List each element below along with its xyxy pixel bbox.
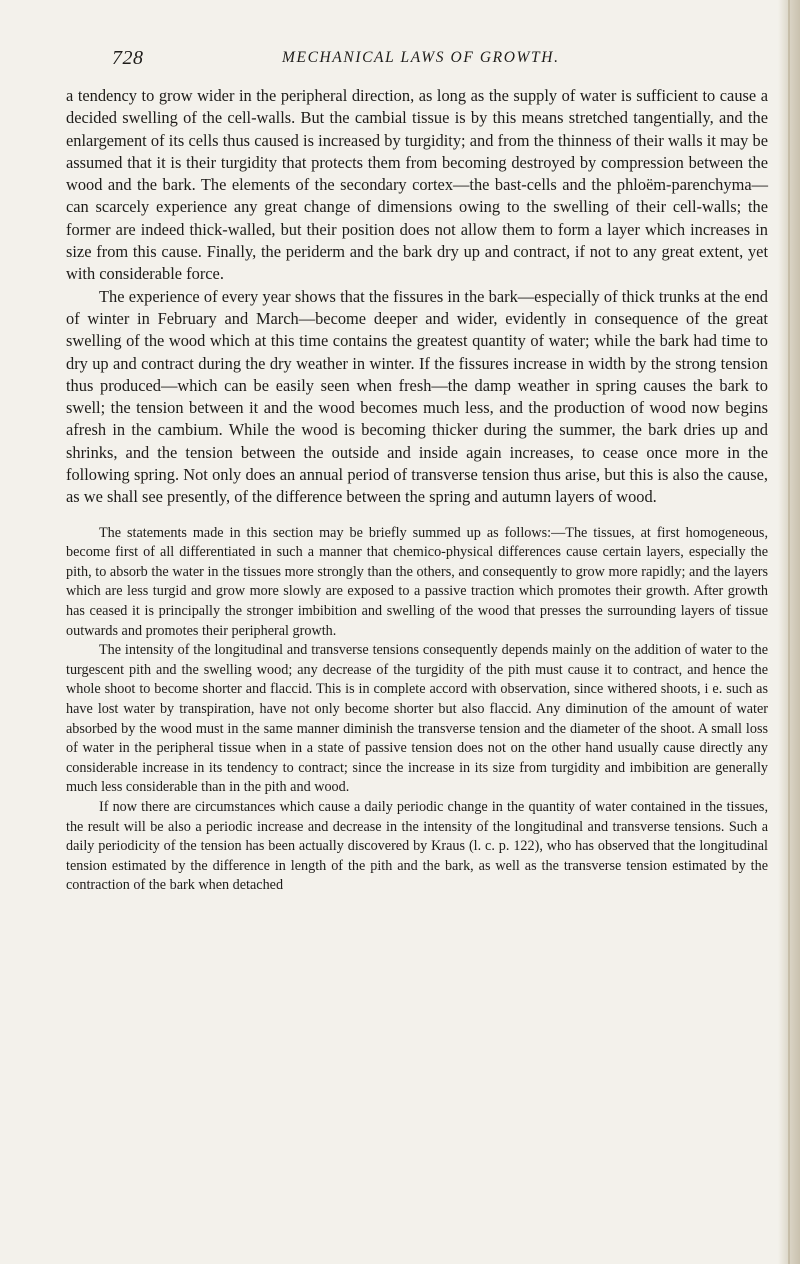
page-number: 728	[112, 47, 144, 69]
summary-paragraph: The intensity of the longitudinal and transverse tensions consequently depends mainly on the addition of water to the turgescent pith and the swelling wood; any decrease of the turgidity of the pith must cause it to contract, and hence the whole shoot to become shorter and flaccid. This is in complete accord with observation, since withered shoots, i e. such as have lost water by transpiration, have not only become shorter but also flaccid. Any diminution of the amount of water absorbed by the wood must in the same manner diminish the transverse tension and the diameter of the shoot. A small loss of water in the peripheral tissue when in a state of passive tension does not on the other hand usually cause directly any considerable increase in its tendency to contract; since the increase in its size from turgidity and imbibition are generally much less considerable than in the pith and wood.	[66, 642, 768, 796]
paragraph-bark-fissures: The experience of every year shows that the fissures in the bark—especially of thick trunks at the end of winter in February and March—become deeper and wider, evidently in consequence of the great swelling of the wood which at this time contains the greatest quantity of water; while the bark had time to dry up and contract during the dry weather in winter. If the fissures increase in width by the strong tension thus produced—which can be easily seen when fresh—the damp weather in spring causes the bark to swell; the tension between it and the wood becomes much less, and the production of wood now begins afresh in the cambium. While the wood is becoming thicker during the summer, the bark dries up and shrinks, and the tension between the outside and inside again increases, to cease once more in the following spring. Not only does an annual period of transverse tension thus arise, but this is also the cause, as we shall see presently, of the difference between the spring and autumn layers of wood.	[66, 286, 768, 507]
running-title: MECHANICAL LAWS OF GROWTH.	[282, 49, 560, 66]
summary-paragraph: The statements made in this section may be briefly summed up as follows:—The tissues, at first homogeneous, become first of all differentiated in such a manner that chemico-physical differences cause certain layers, especially the pith, to absorb the water in the tissues more strongly than the others, and consequently to grow more rapidly; and the layers which are less turgid and grow more slowly are exposed to a passive traction which promotes their growth. After growth has ceased it is principally the stronger imbibition and swelling of the wood that presses the surrounding layers of tissue outwards and promotes their peripheral growth.	[66, 524, 768, 639]
paragraph-continued: a tendency to grow wider in the peripheral direction, as long as the supply of water is sufficient to cause a decided swelling of the cell-walls. But the cambial tissue is by this means stretched tangentially, and the enlargement of its cells thus caused is increased by turgidity; and from the thinness of their walls it may be assumed that it is their turgidity that protects them from becoming destroyed by compression between the wood and the bark. The elements of the secondary cortex—the bast-cells and the phloëm-parenchyma—can scarcely experience any great change of dimensions owing to the swelling of their cell-walls; the former are indeed thick-walled, but their position does not allow them to form a layer which increases in size from this cause. Finally, the periderm and the bark dry up and contract, if not to any great extent, yet with considerable force.	[66, 86, 768, 284]
page-edge-line	[788, 0, 790, 1264]
summary-paragraph: If now there are circumstances which cause a daily periodic change in the quantity of water contained in the tissues, the result will be also a periodic increase and decrease in the intensity of the longitudinal and transverse tensions. Such a daily periodicity of the tension has been actually discovered by Kraus (l. c. p. 122), who has observed that the longitudinal tension estimated by the difference in length of the pith and the bark, as well as the transverse tension estimated by the contraction of the bark when detached	[66, 798, 768, 894]
page-header	[112, 47, 752, 73]
body-text	[66, 85, 768, 896]
